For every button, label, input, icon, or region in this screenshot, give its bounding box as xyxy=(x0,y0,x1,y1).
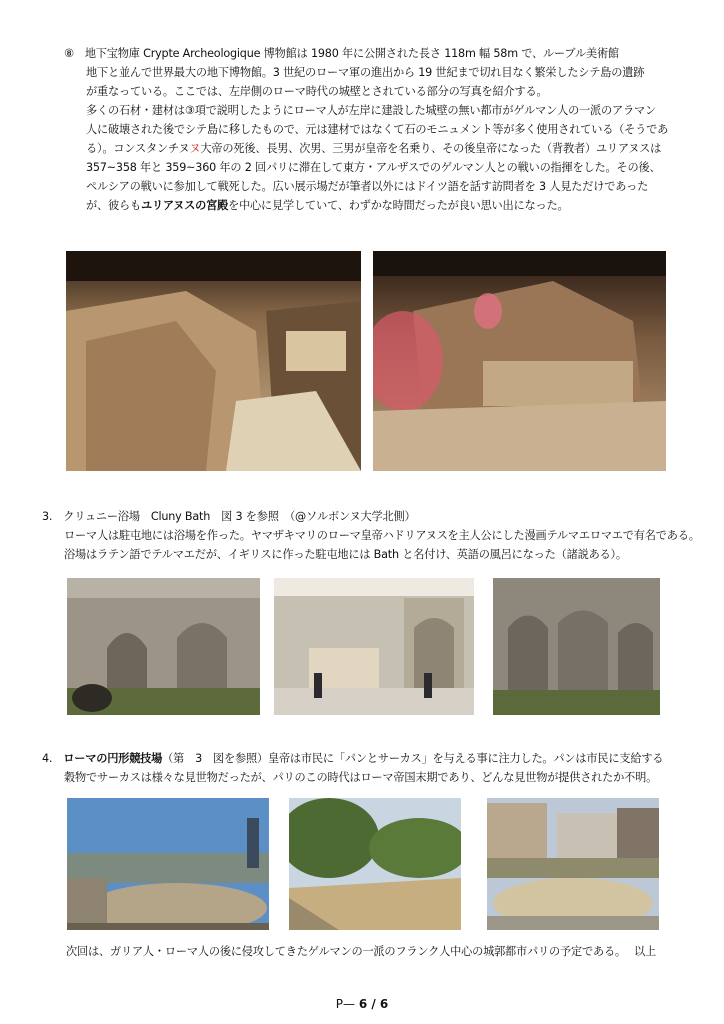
section-3-text xyxy=(42,507,700,564)
text-line: 人に破壊された後でシテ島に移したもので、元は建材ではなくて石のモニュメント等が多く使用されている（そうであ xyxy=(86,123,669,136)
arena-photo-2 xyxy=(289,798,461,930)
text-line: 357~358 年と 359~360 年の 2 回パリに滞在して東方・アルザスでのゲルマン人との戦いの指揮をした。その後、 xyxy=(86,161,661,174)
section-4-title: ローマの円形競技場 xyxy=(63,752,163,765)
closing-end: 以上 xyxy=(634,945,656,958)
section-8-text xyxy=(64,44,668,215)
text-line: ローマ人は駐屯地には浴場を作った。ヤマザキマリのローマ皇帝ハドリアヌスを主人公にした漫画テルマエロマエで有名である。 xyxy=(64,529,700,542)
text-line: 地下と並んで世界最大の地下博物館。3 世紀のローマ軍の進出から 19 世紀まで切れ目なく繁栄したシテ島の遺跡 xyxy=(86,66,645,79)
text-line: が重なっている。ここでは、左岸側のローマ時代の城壁とされている部分の写真を紹介する。 xyxy=(86,85,548,98)
bold-term: ユリアヌスの宮殿 xyxy=(140,199,229,212)
text-line xyxy=(42,749,663,768)
text-fragment: （第 3 図を参照）皇帝は市民に「パンとサーカス」を与える事に注力した。パンは市民に支給する xyxy=(162,752,664,765)
closing-text: 次回は、ガリア人・ローマ人の後に侵攻してきたゲルマンの一派のフランク人中心の城郭都市パリの予定である。 xyxy=(66,945,626,958)
text-line: 浴場はラテン語でテルマエだが、イギリスに作った駐屯地には Bath と名付け、英語の風呂になった（諸説ある）。 xyxy=(64,548,627,561)
closing-line xyxy=(66,942,666,961)
page-prefix: P— xyxy=(335,997,359,1011)
section-4-text xyxy=(42,749,663,787)
text-line: ペルシアの戦いに参加して戦死した。広い展示場だが筆者以外にはドイツ語を話す訪問者を 3 人見ただけであった xyxy=(86,180,649,193)
text-line: 多くの石材・建材は③項で説明したようにローマ人が左岸に建設した城壁の無い都市がゲルマン人の一派のアラマン xyxy=(86,104,656,117)
section-number: 4. xyxy=(42,752,64,765)
section-3-heading: 3. クリュニー浴場 Cluny Bath 図 3 を参照 （@ソルボンヌ大学北側） xyxy=(42,510,416,523)
text-fragment: が、彼らも xyxy=(86,199,141,212)
highlight-char: ヌ xyxy=(189,142,201,155)
cluny-photo-1 xyxy=(67,578,260,715)
cluny-photo-3 xyxy=(493,578,660,715)
arena-photo-3 xyxy=(487,798,659,930)
text-line xyxy=(64,196,668,215)
text-line: ⑧ 地下宝物庫 Crypte Archeologique 博物館は 1980 年に公開された長さ 118m 幅 58m で、ルーブル美術館 xyxy=(64,47,619,60)
text-line xyxy=(64,139,668,158)
text-fragment: 大帝の死後、長男、次男、三男が皇帝を名乗り、その後皇帝になった（背教者）ユリアヌスは xyxy=(200,142,662,155)
crypte-photo-left xyxy=(66,251,361,471)
text-fragment: る）。コンスタンチヌ xyxy=(86,142,190,155)
page-number: 6 / 6 xyxy=(358,997,389,1011)
text-line: 穀物でサーカスは様々な見世物だったが、パリのこの時代はローマ帝国末期であり、どんな見世物が提供されたか不明。 xyxy=(64,771,658,784)
cluny-photo-2 xyxy=(274,578,474,715)
text-fragment: を中心に見学していて、わずかな時間だったが良い思い出になった。 xyxy=(228,199,569,212)
page-footer xyxy=(0,997,724,1011)
crypte-photo-right xyxy=(373,251,666,471)
arena-photo-1 xyxy=(67,798,269,930)
